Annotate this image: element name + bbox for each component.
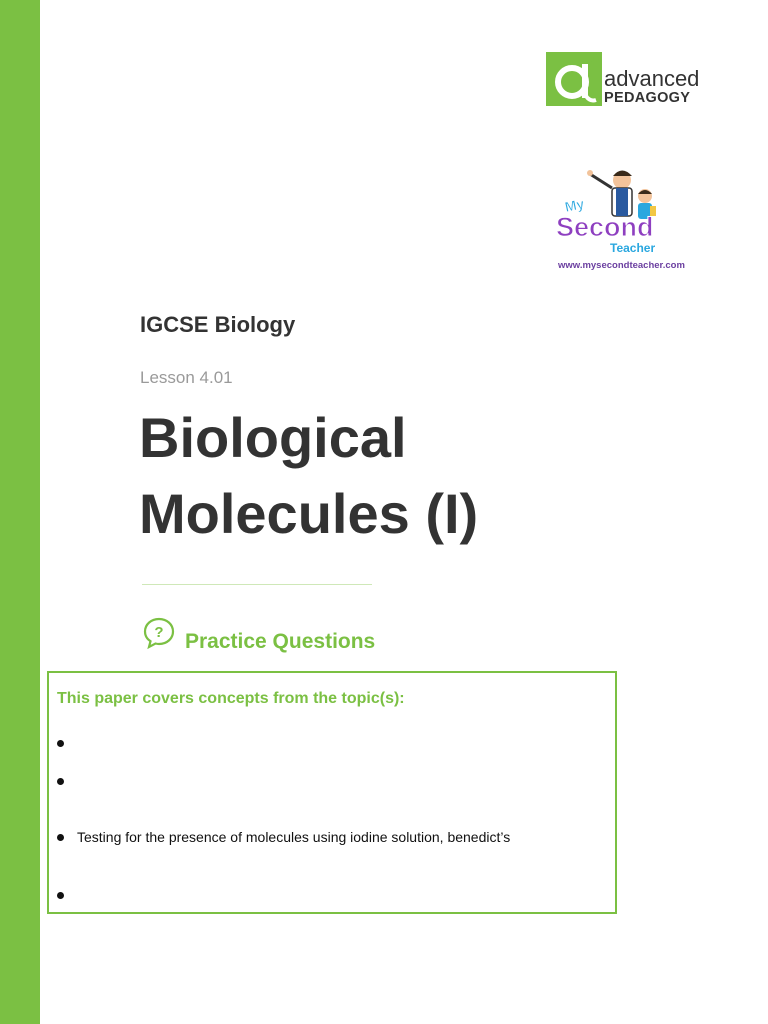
topic-item <box>57 887 77 903</box>
mst-url: www.mysecondteacher.com <box>558 260 685 271</box>
ap-logo-line1: advanced <box>604 66 700 91</box>
svg-text:?: ? <box>154 624 164 641</box>
bullet-icon <box>57 778 64 785</box>
document-title-line2: Molecules (I) <box>139 482 479 545</box>
subject-title: IGCSE Biology <box>140 312 296 337</box>
ap-logo-line2: PEDAGOGY <box>604 90 691 106</box>
teacher-mascot-icon <box>552 162 702 257</box>
side-accent-bar <box>0 0 40 1024</box>
advanced-pedagogy-logo <box>546 50 716 110</box>
lesson-number: Lesson 4.01 <box>140 368 233 387</box>
mst-word-teacher: Teacher <box>610 241 656 255</box>
ap-logo-mark <box>546 52 602 106</box>
topic-item-text: Testing for the presence of molecules using iodine solution, benedict’s <box>77 829 511 845</box>
my-second-teacher-logo <box>552 162 702 277</box>
bullet-icon <box>57 834 64 841</box>
topic-item <box>57 773 77 789</box>
mst-word-my: My <box>563 195 586 215</box>
topic-item <box>57 735 77 751</box>
document-title-line1: Biological <box>139 406 407 469</box>
topics-heading: This paper covers concepts from the topic(s): <box>57 690 405 707</box>
topic-item <box>57 829 510 845</box>
title-divider <box>142 584 372 585</box>
topics-box <box>47 671 617 914</box>
mst-word-second: Second <box>556 212 654 242</box>
document-title <box>139 400 699 552</box>
bullet-icon <box>57 892 64 899</box>
question-bubble-icon <box>142 616 176 650</box>
bullet-icon <box>57 740 64 747</box>
practice-questions-label: Practice Questions <box>185 630 376 653</box>
